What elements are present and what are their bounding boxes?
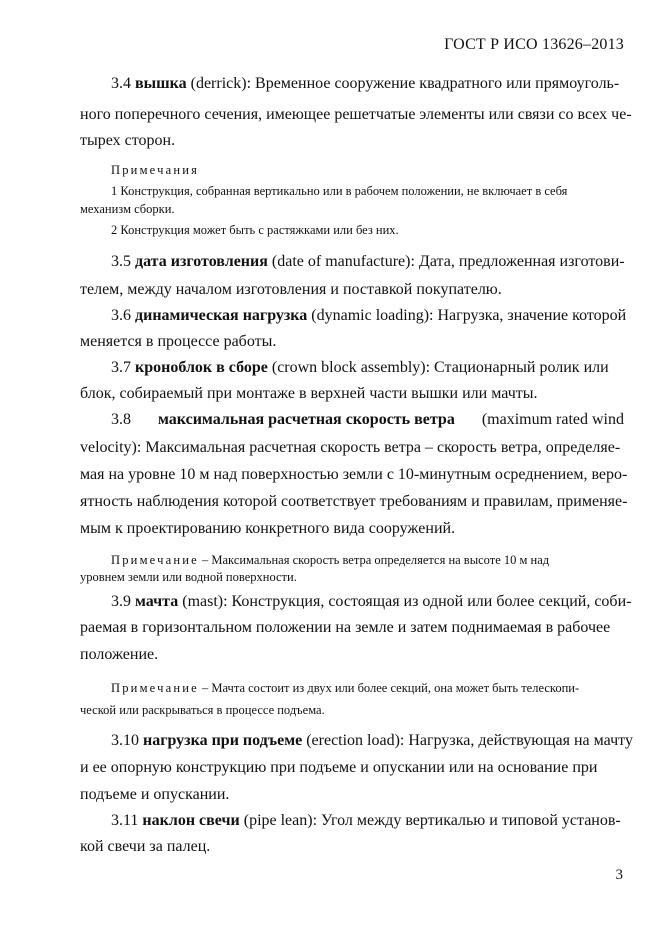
term-3-8-line-1: 3.8 максимальная расчетная скорость ветра (maximum rated wind	[111, 411, 624, 428]
term-3-9-line-2: раемая в горизонтальном положении на земле и затем поднимаемая в рабочее	[80, 619, 611, 636]
term-3-10-line-1: 3.10 нагрузка при подъеме (erection load): Нагрузка, действующая на мачту	[111, 732, 633, 749]
term-3-10-line-2: и ее опорную конструкцию при подъеме и опускании или на основание при	[80, 759, 598, 776]
term-3-7-line-1: 3.7 кроноблок в сборе (crown block assembly): Стационарный ролик или	[111, 359, 609, 376]
term-3-10-line-3: подъеме и опускании.	[80, 786, 230, 803]
term-3-11-line-2: кой свечи за палец.	[80, 838, 211, 855]
note-mast-cont: ческой или раскрываться в процессе подъема.	[80, 703, 325, 717]
term-title: наклон свечи	[142, 812, 240, 829]
page-number: 3	[615, 867, 623, 883]
term-3-9-line-1: 3.9 мачта (mast): Конструкция, состоящая из одной или более секций, соби-	[111, 593, 632, 610]
note-wind: Примечание – Максимальная скорость ветра определяется на высоте 10 м над	[111, 553, 550, 567]
term-3-11-line-1: 3.11 наклон свечи (pipe lean): Угол между вертикалью и типовой установ-	[111, 812, 621, 829]
note-label: Примечание	[111, 553, 199, 567]
term-title: дата изготовления	[135, 253, 268, 270]
term-3-8-line-2: velocity): Максимальная расчетная скорость ветра – скорость ветра, определяе-	[80, 439, 621, 456]
term-3-8-line-5: мым к проектированию конкретного вида сооружений.	[80, 520, 456, 537]
note-1: 1 Конструкция, собранная вертикально или в рабочем положении, не включает в себя	[111, 184, 568, 198]
term-3-5-line-2: телем, между началом изготовления и поставкой покупателю.	[80, 281, 502, 298]
term-title: кроноблок в сборе	[135, 359, 268, 376]
term-3-6-line-2: меняется в процессе работы.	[80, 333, 277, 350]
term-3-9-line-3: положение.	[80, 646, 159, 663]
term-title: вышка	[135, 75, 187, 92]
term-3-6-line-1: 3.6 динамическая нагрузка (dynamic loading): Нагрузка, значение которой	[111, 307, 627, 324]
term-3-8-line-3: мая на уровне 10 м над поверхностью земли с 10-минутным осреднением, веро-	[80, 466, 628, 483]
term-title: нагрузка при подъеме	[143, 732, 303, 749]
term-3-4-line-3: тырех сторон.	[80, 132, 176, 149]
term-3-7-line-2: блок, собираемый при монтаже в верхней части вышки или мачты.	[80, 385, 538, 402]
term-title: динамическая нагрузка	[135, 307, 308, 324]
note-wind-cont: уровнем земли или водной поверхности.	[80, 570, 297, 584]
term-3-5-line-1: 3.5 дата изготовления (date of manufacture): Дата, предложенная изготови-	[111, 253, 625, 270]
note-label: Примечание	[111, 681, 199, 695]
term-title: максимальная расчетная скорость ветра	[157, 411, 455, 428]
term-title: мачта	[135, 593, 179, 610]
note-2: 2 Конструкция может быть с растяжками или без них.	[111, 223, 399, 237]
term-3-8-line-4: ятность наблюдения которой соответствует требованиям и правилам, применяе-	[80, 493, 628, 510]
term-3-4-line-2: ного поперечного сечения, имеющее решетчатые элементы или связи со всех че-	[80, 106, 632, 123]
notes-heading: Примечания	[111, 163, 200, 177]
note-mast: Примечание – Мачта состоит из двух или более секций, она может быть телескопи-	[111, 681, 580, 695]
page-header: ГОСТ Р ИСО 13626–2013	[444, 36, 624, 53]
term-3-4-line-1: 3.4 вышка (derrick): Временное сооружение квадратного или прямоуголь-	[111, 75, 620, 92]
note-1-cont: механизм сборки.	[80, 202, 175, 216]
